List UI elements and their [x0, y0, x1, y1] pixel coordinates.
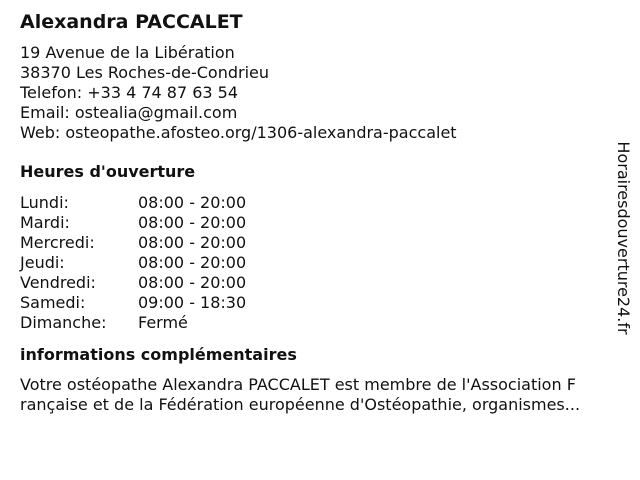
email-line: Email: ostealia@gmail.com	[20, 103, 238, 122]
hours-day: Mardi:	[20, 213, 70, 232]
hours-time: 08:00 - 20:00	[138, 233, 247, 252]
hours-time: 09:00 - 18:30	[138, 293, 247, 312]
hours-time: 08:00 - 20:00	[138, 213, 247, 232]
hours-row	[20, 253, 630, 273]
web-line: Web: osteopathe.afosteo.org/1306-alexandra-paccalet	[20, 123, 457, 142]
info-title: informations complémentaires	[20, 345, 297, 364]
address-city: 38370 Les Roches-de-Condrieu	[20, 63, 269, 82]
hours-day: Lundi:	[20, 193, 69, 212]
hours-row	[20, 213, 630, 233]
hours-row	[20, 233, 630, 253]
business-card	[20, 10, 630, 415]
hours-day: Dimanche:	[20, 313, 107, 332]
description	[20, 375, 630, 415]
hours-row	[20, 193, 630, 213]
phone-line: Telefon: +33 4 74 87 63 54	[20, 83, 239, 102]
contact-block	[20, 43, 630, 143]
hours-time: 08:00 - 20:00	[138, 193, 247, 212]
hours-table	[20, 193, 630, 333]
description-line: rançaise et de la Fédération européenne d'Ostéopathie, organismes...	[20, 395, 581, 414]
hours-title: Heures d'ouverture	[20, 162, 196, 181]
watermark-text: Horairesdouverture24.fr	[614, 141, 633, 335]
hours-row	[20, 313, 630, 333]
hours-time: 08:00 - 20:00	[138, 273, 247, 292]
hours-row	[20, 273, 630, 293]
address-street: 19 Avenue de la Libération	[20, 43, 235, 62]
hours-day: Mercredi:	[20, 233, 95, 252]
hours-time: 08:00 - 20:00	[138, 253, 247, 272]
hours-day: Jeudi:	[20, 253, 65, 272]
hours-time: Fermé	[138, 313, 188, 332]
description-line: Votre ostéopathe Alexandra PACCALET est membre de l'Association F	[20, 375, 576, 394]
hours-day: Vendredi:	[20, 273, 96, 292]
hours-day: Samedi:	[20, 293, 86, 312]
business-name: Alexandra PACCALET	[20, 11, 243, 33]
hours-row	[20, 293, 630, 313]
